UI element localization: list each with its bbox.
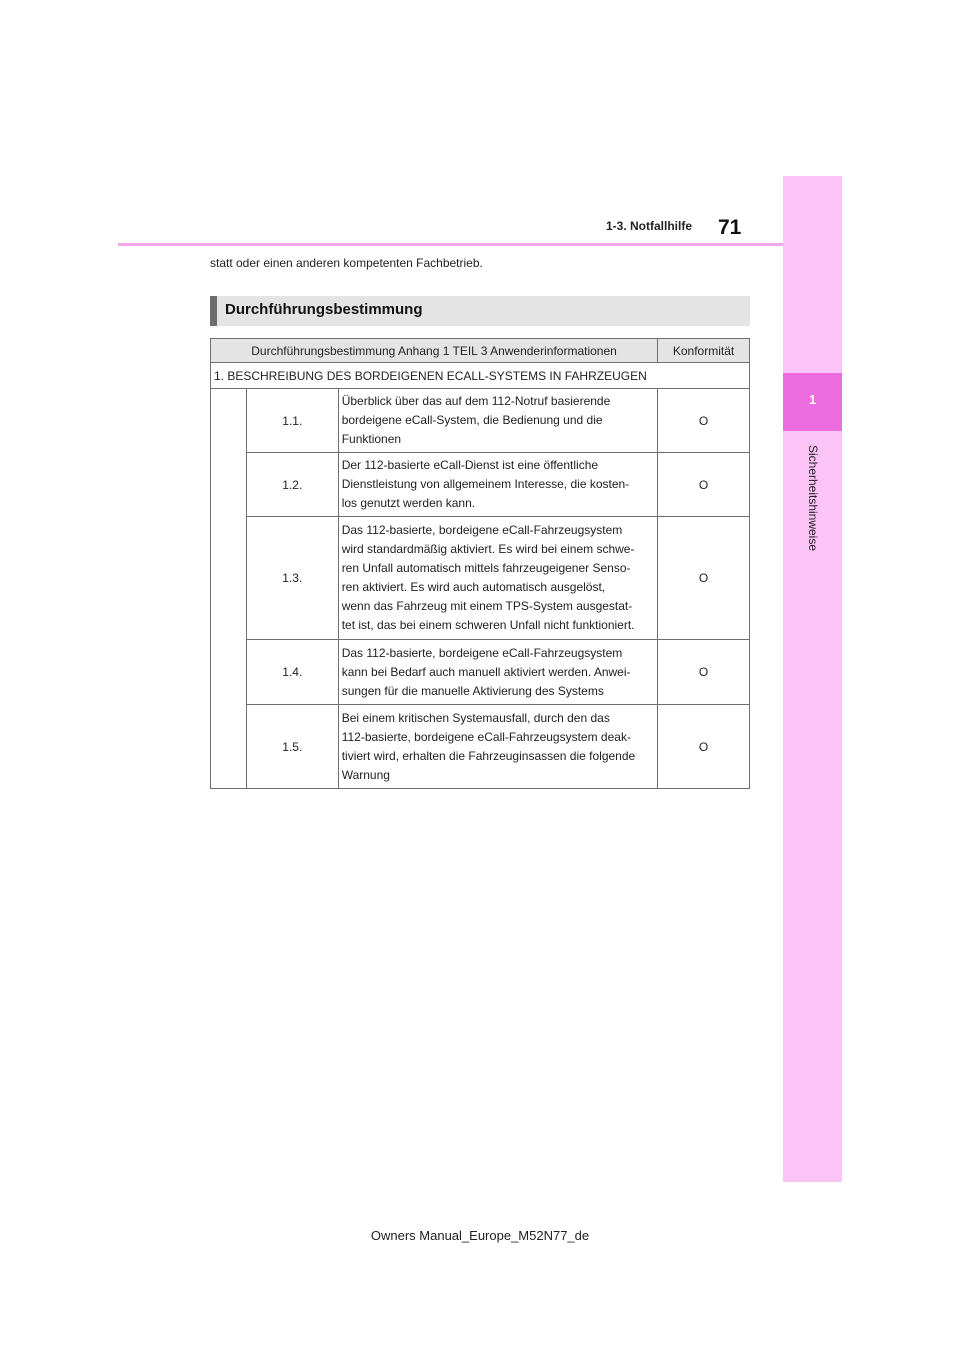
item-description bbox=[338, 389, 657, 453]
description-line: wenn das Fahrzeug mit einem TPS-System ausgestat- bbox=[341, 599, 633, 613]
chapter-name: Sicherheitshinweise bbox=[806, 444, 820, 552]
item-conformity: O bbox=[658, 517, 750, 640]
table-row bbox=[211, 517, 750, 640]
heading-bar bbox=[210, 296, 750, 326]
item-conformity: O bbox=[658, 640, 750, 705]
item-conformity: O bbox=[658, 705, 750, 789]
item-conformity: O bbox=[658, 453, 750, 517]
indent-cell bbox=[211, 389, 247, 789]
table-row bbox=[211, 453, 750, 517]
chapter-number: 1 bbox=[808, 392, 817, 407]
description-line: Dienstleistung von allgemeinem Interesse, die kosten- bbox=[341, 477, 630, 491]
header-conformity: Konformität bbox=[658, 339, 750, 363]
item-number: 1.4. bbox=[246, 640, 338, 705]
description-line: wird standardmäßig aktiviert. Es wird bei einem schwe- bbox=[341, 542, 635, 556]
description-line: Funktionen bbox=[341, 432, 402, 446]
table-row bbox=[211, 705, 750, 789]
description-line: ren aktiviert. Es wird auch automatisch ausgelöst, bbox=[341, 580, 606, 594]
item-number: 1.3. bbox=[246, 517, 338, 640]
footer-doc-id: Owners Manual_Europe_M52N77_de bbox=[370, 1228, 590, 1243]
description-line: tiviert wird, erhalten die Fahrzeuginsassen die folgende bbox=[341, 748, 636, 763]
description-line: 112-basierte, bordeigene eCall-Fahrzeugsystem deak- bbox=[341, 729, 631, 744]
item-number: 1.1. bbox=[246, 389, 338, 453]
regulation-table bbox=[210, 338, 750, 789]
description-line: sungen für die manuelle Aktivierung des Systems bbox=[341, 683, 604, 698]
description-line: los genutzt werden kann. bbox=[341, 496, 476, 510]
table-header-row bbox=[211, 339, 750, 363]
intro-text: statt oder einen anderen kompetenten Fachbetrieb. bbox=[210, 256, 483, 270]
heading-accent bbox=[210, 296, 217, 326]
item-conformity: O bbox=[658, 389, 750, 453]
item-number: 1.2. bbox=[246, 453, 338, 517]
section-title: 1-3. Notfallhilfe bbox=[606, 219, 693, 233]
item-description bbox=[338, 517, 657, 640]
description-line: tet ist, das bei einem schweren Unfall nicht funktioniert. bbox=[341, 618, 635, 632]
item-number: 1.5. bbox=[246, 705, 338, 789]
item-description bbox=[338, 705, 657, 789]
page-number: 71 bbox=[718, 216, 742, 239]
table-section-row bbox=[211, 363, 750, 389]
description-line: Überblick über das auf dem 112-Notruf basierende bbox=[341, 394, 611, 408]
chapter-side-tab bbox=[783, 176, 842, 1182]
description-line: ren Unfall automatisch mittels fahrzeugeigener Senso- bbox=[341, 561, 631, 575]
description-line: bordeigene eCall-System, die Bedienung und die bbox=[341, 413, 603, 427]
heading-title: Durchführungsbestimmung bbox=[225, 301, 423, 318]
description-line: Der 112-basierte eCall-Dienst ist eine öffentliche bbox=[341, 458, 599, 472]
description-line: kann bei Bedarf auch manuell aktiviert werden. Anwei- bbox=[341, 664, 631, 679]
description-line: Warnung bbox=[341, 767, 390, 782]
description-line: Bei einem kritischen Systemausfall, durch den das bbox=[341, 710, 610, 725]
table-row bbox=[211, 640, 750, 705]
header-rule bbox=[118, 243, 783, 246]
description-line: Das 112-basierte, bordeigene eCall-Fahrzeugsystem bbox=[341, 523, 623, 537]
description-line: Das 112-basierte, bordeigene eCall-Fahrzeugsystem bbox=[341, 645, 623, 660]
item-description bbox=[338, 640, 657, 705]
header-regulation: Durchführungsbestimmung Anhang 1 TEIL 3 Anwenderinformationen bbox=[211, 339, 658, 363]
table-row bbox=[211, 389, 750, 453]
item-description bbox=[338, 453, 657, 517]
section-heading: 1. BESCHREIBUNG DES BORDEIGENEN ECALL-SYSTEMS IN FAHRZEUGEN bbox=[211, 363, 750, 389]
